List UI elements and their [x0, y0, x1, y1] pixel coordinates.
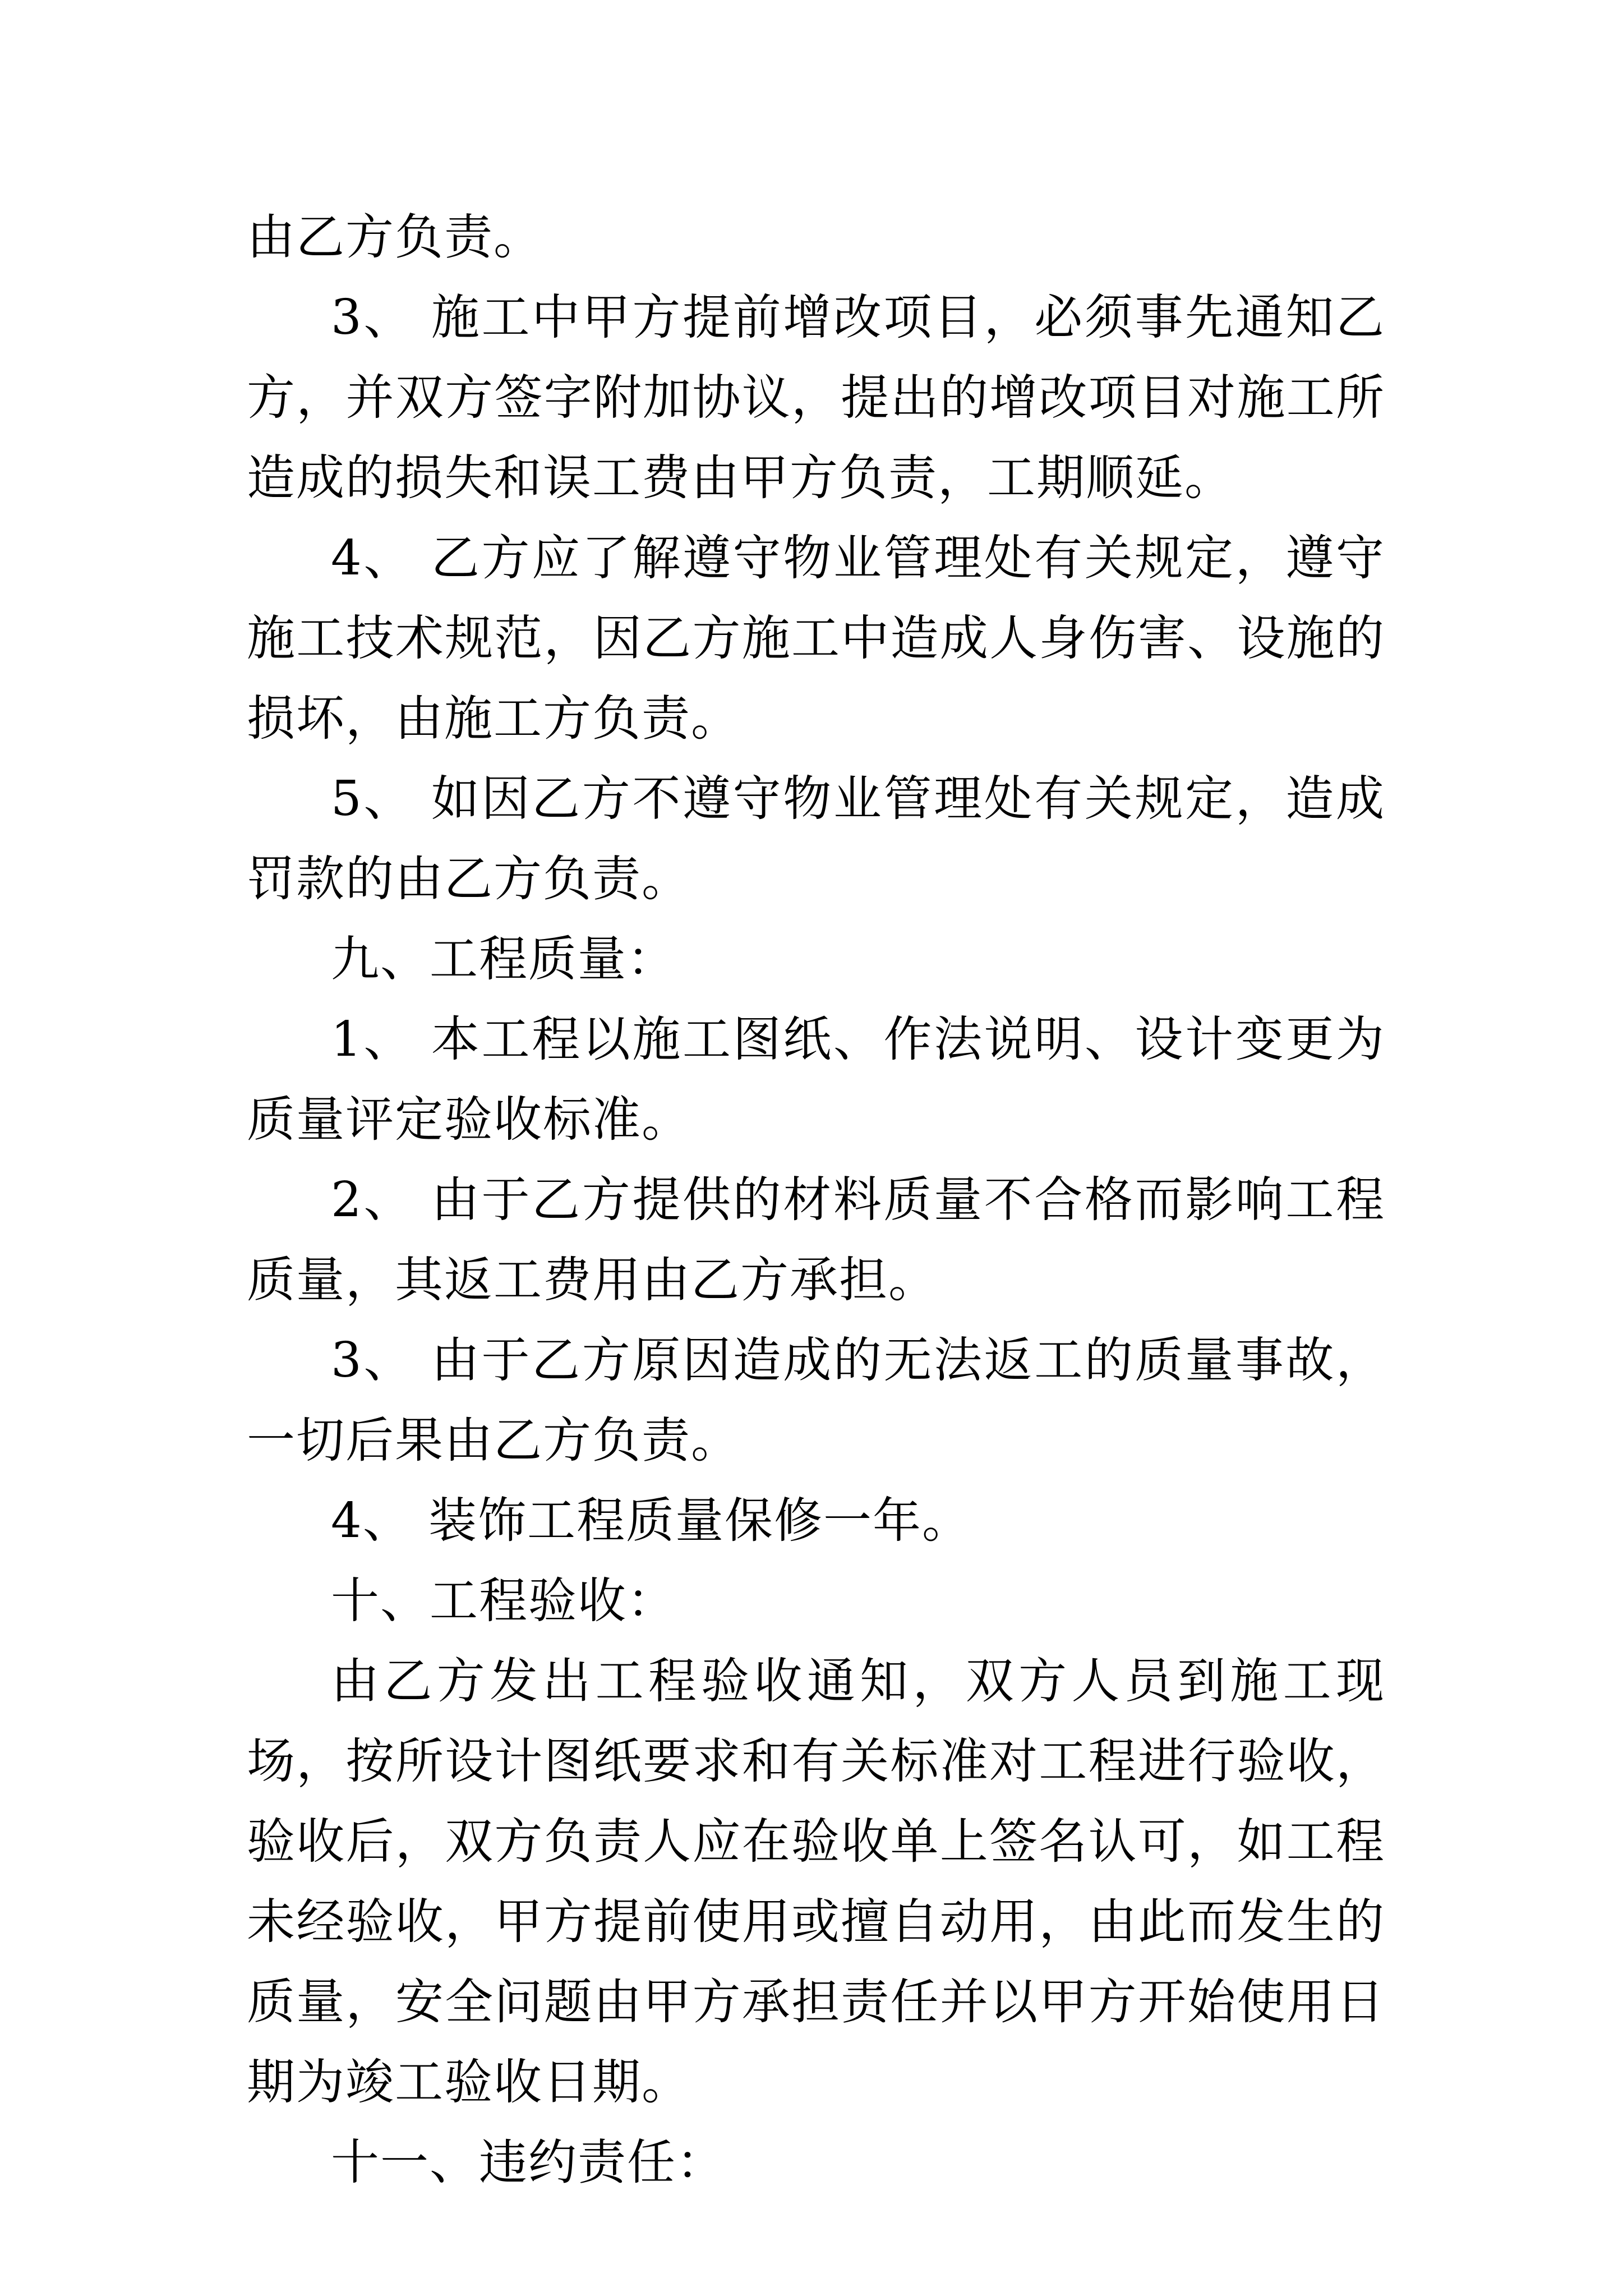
section-heading-quality: 九、工程质量： [331, 931, 676, 987]
document-body [247, 197, 1385, 2203]
paragraph-quality-2-materials: 2、 由于乙方提供的材料质量不合格而影响工程质量，其返工费用由乙方承担。 [247, 1172, 1385, 1308]
paragraph-quality-1-standard: 1、 本工程以施工图纸、作法说明、设计变更为质量评定验收标准。 [247, 1011, 1385, 1148]
paragraph-responsibility-tail: 由乙方负责。 [247, 209, 543, 265]
paragraph-clause-4-regulations: 4、 乙方应了解遵守物业管理处有关规定，遵守施工技术规范，因乙方施工中造成人身伤害、设施的损坏，由施工方负责。 [247, 530, 1385, 747]
paragraph-quality-3-accidents: 3、 由于乙方原因造成的无法返工的质量事故，一切后果由乙方负责。 [247, 1332, 1385, 1469]
section-heading-acceptance: 十、工程验收： [331, 1573, 676, 1629]
paragraph-clause-5-fines: 5、 如因乙方不遵守物业管理处有关规定，造成罚款的由乙方负责。 [247, 771, 1385, 907]
paragraph-quality-4-warranty: 4、 装饰工程质量保修一年。 [331, 1493, 972, 1549]
section-heading-liability: 十一、违约责任： [331, 2134, 726, 2191]
paragraph-acceptance-procedure: 由乙方发出工程验收通知，双方人员到施工现场，按所设计图纸要求和有关标准对工程进行验收，验收后，双方负责人应在验收单上签名认可，如工程未经验收，甲方提前使用或擅自动用，由此而发生的质量，安全问题由甲方承担责任并以甲方开始使用日期为竣工验收日期。 [247, 1653, 1385, 2110]
paragraph-clause-3-changes: 3、 施工中甲方提前增改项目，必须事先通知乙方，并双方签字附加协议，提出的增改项目对施工所造成的损失和误工费由甲方负责，工期顺延。 [247, 289, 1385, 506]
